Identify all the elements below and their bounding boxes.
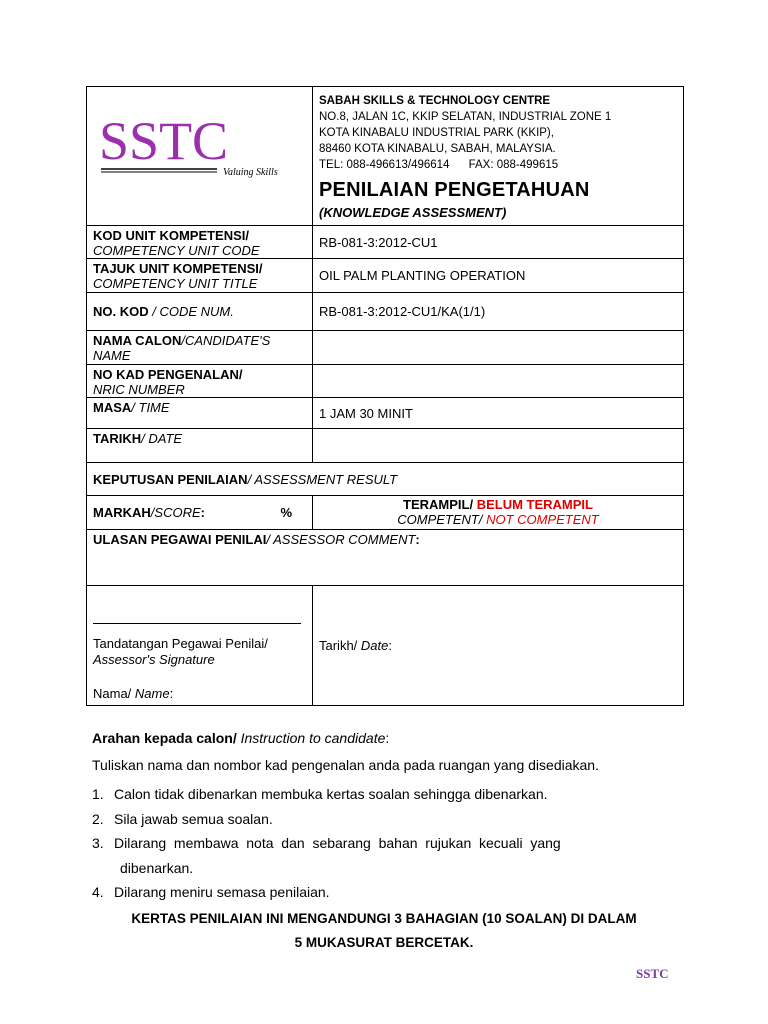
row-candidate-name: [87, 330, 683, 364]
nric-field[interactable]: [313, 365, 683, 397]
unit-title-value: OIL PALM PLANTING OPERATION: [319, 268, 526, 283]
status-competent-en: COMPETENT/: [397, 512, 487, 527]
page-count-notice: [80, 907, 688, 955]
candidate-name-label-ms: NAMA CALON: [93, 333, 182, 348]
list-item: [92, 856, 652, 881]
row-score: [87, 495, 683, 529]
list-item: [92, 831, 652, 856]
row-unit-code: [87, 225, 683, 258]
signature-date-colon: :: [388, 638, 392, 653]
list-item: [92, 880, 652, 905]
footer-mark: SSTC: [636, 966, 669, 981]
date-label-en: / DATE: [141, 431, 183, 446]
code-num-value: RB-081-3:2012-CU1/KA(1/1): [319, 304, 486, 319]
instruction-heading: [92, 730, 389, 746]
unit-title-label-ms: TAJUK UNIT KOMPETENSI/: [93, 261, 263, 276]
nric-label-en: NRIC NUMBER: [93, 382, 185, 397]
logo-tagline: Valuing Skills: [223, 167, 278, 178]
list-item-text: Dilarang membawa nota dan sebarang bahan rujukan kecuali yang: [114, 835, 561, 851]
instruction-heading-colon: :: [385, 730, 390, 746]
time-value: 1 JAM 30 MINIT: [319, 405, 413, 421]
notice-line-2: 5 MUKASURAT BERCETAK.: [294, 935, 474, 950]
signature-date-cell: [313, 586, 683, 705]
assessment-result-label-en: / ASSESSMENT RESULT: [247, 471, 398, 487]
address-line-2: KOTA KINABALU INDUSTRIAL PARK (KKIP),: [319, 127, 554, 139]
sstc-logo: [97, 115, 297, 181]
signature-line: [93, 623, 301, 624]
assessor-comment-label: [87, 530, 426, 585]
assessor-name-label-en: Name: [134, 686, 170, 701]
signature-cell: [87, 586, 313, 705]
row-time: [87, 397, 683, 428]
row-assessor-comment: [87, 529, 683, 585]
list-item-text: Sila jawab semua soalan.: [114, 810, 273, 827]
address-line-3: 88460 KOTA KINABALU, SABAH, MALAYSIA.: [319, 143, 556, 155]
candidate-name-label: [87, 331, 313, 364]
instruction-heading-ms: Arahan kepada calon/: [92, 730, 241, 746]
list-item-text: Dilarang meniru semasa penilaian.: [114, 884, 330, 900]
logo-cell: [87, 87, 313, 225]
status-not-competent-ms: BELUM TERAMPIL: [476, 497, 593, 512]
assessment-result-label-ms: KEPUTUSAN PENILAIAN: [93, 471, 248, 487]
assessor-name-colon: :: [169, 686, 174, 701]
score-label-en: /SCORE: [150, 505, 201, 520]
instruction-intro: Tuliskan nama dan nombor kad pengenalan anda pada ruangan yang disediakan.: [92, 757, 599, 773]
form-header: [87, 87, 683, 225]
list-item-num: 1.: [92, 786, 104, 802]
row-signature: [87, 585, 683, 705]
list-item-num: [92, 856, 120, 881]
score-label: [87, 496, 313, 529]
signature-label: [93, 636, 268, 668]
date-label-ms: TARIKH: [93, 431, 142, 446]
code-num-label: [87, 293, 313, 330]
unit-code-value: RB-081-3:2012-CU1: [319, 234, 438, 250]
nric-label-ms: NO KAD PENGENALAN/: [93, 367, 243, 382]
assessor-name-label-ms: Nama/: [93, 686, 135, 701]
row-nric: [87, 364, 683, 397]
address-line-1: NO.8, JALAN 1C, KKIP SELATAN, INDUSTRIAL ZONE 1: [319, 111, 612, 123]
instruction-list: [92, 782, 652, 905]
list-item-num: 4.: [92, 884, 104, 900]
unit-title-label: [87, 259, 313, 292]
assessor-name-label: [93, 686, 173, 701]
date-field[interactable]: [313, 429, 683, 462]
score-label-ms: MARKAH: [93, 505, 151, 520]
logo-text: SSTC: [99, 115, 229, 171]
notice-line-1: KERTAS PENILAIAN INI MENGANDUNGI 3 BAHAGIAN (10 SOALAN) DI DALAM: [131, 911, 637, 926]
signature-label-en: Assessor's Signature: [93, 652, 215, 667]
code-num-label-en: / CODE NUM.: [148, 304, 234, 319]
nric-label: [87, 365, 313, 397]
list-item-num: 3.: [92, 835, 104, 851]
list-item-text: dibenarkan.: [120, 859, 194, 876]
signature-date-label-en: Date: [360, 638, 389, 653]
time-label-en: / TIME: [131, 400, 170, 415]
company-name: SABAH SKILLS & TECHNOLOGY CENTRE: [319, 95, 551, 107]
assessment-form: [86, 86, 684, 706]
signature-date-label-ms: Tarikh/: [319, 638, 361, 653]
row-assessment-result: [87, 462, 683, 495]
competency-status: [313, 496, 683, 529]
list-item-text: Calon tidak dibenarkan membuka kertas soalan sehingga dibenarkan.: [114, 786, 548, 802]
score-colon: :: [200, 505, 205, 520]
unit-code-label: [87, 226, 313, 258]
status-competent-ms: TERAMPIL/: [403, 497, 477, 512]
contact-line: TEL: 088-496613/496614 FAX: 088-499615: [319, 159, 559, 171]
assessor-comment-label-ms: ULASAN PEGAWAI PENILAI: [93, 532, 267, 547]
candidate-name-label-en-2: NAME: [93, 348, 131, 363]
candidate-name-field[interactable]: [313, 331, 683, 364]
assessor-comment-label-en: / ASSESSOR COMMENT: [266, 532, 416, 547]
candidate-name-label-en-1: /CANDIDATE'S: [181, 333, 271, 348]
assessor-comment-colon: :: [415, 532, 420, 547]
company-info: [319, 93, 611, 173]
assessment-result-label: [87, 463, 403, 495]
row-date: [87, 428, 683, 462]
signature-date-label: [319, 638, 392, 653]
list-item: [92, 807, 652, 832]
code-num-label-ms: NO. KOD: [93, 304, 149, 319]
signature-label-ms: Tandatangan Pegawai Penilai/: [93, 636, 268, 651]
status-not-competent-en: NOT COMPETENT: [486, 512, 599, 527]
score-percent: %: [280, 505, 292, 520]
row-code-num: [87, 292, 683, 330]
time-label-ms: MASA: [93, 400, 132, 415]
list-item-num: 2.: [92, 810, 104, 827]
unit-title-label-en: COMPETENCY UNIT TITLE: [93, 276, 258, 291]
unit-code-label-en: COMPETENCY UNIT CODE: [93, 243, 260, 258]
instruction-heading-en: Instruction to candidate: [240, 730, 386, 746]
row-unit-title: [87, 258, 683, 292]
date-label: [87, 429, 313, 462]
page-subtitle: (KNOWLEDGE ASSESSMENT): [319, 205, 507, 220]
time-label: [87, 398, 313, 428]
list-item: [92, 782, 652, 807]
page-title: PENILAIAN PENGETAHUAN: [319, 179, 590, 201]
unit-code-label-ms: KOD UNIT KOMPETENSI/: [93, 228, 250, 243]
